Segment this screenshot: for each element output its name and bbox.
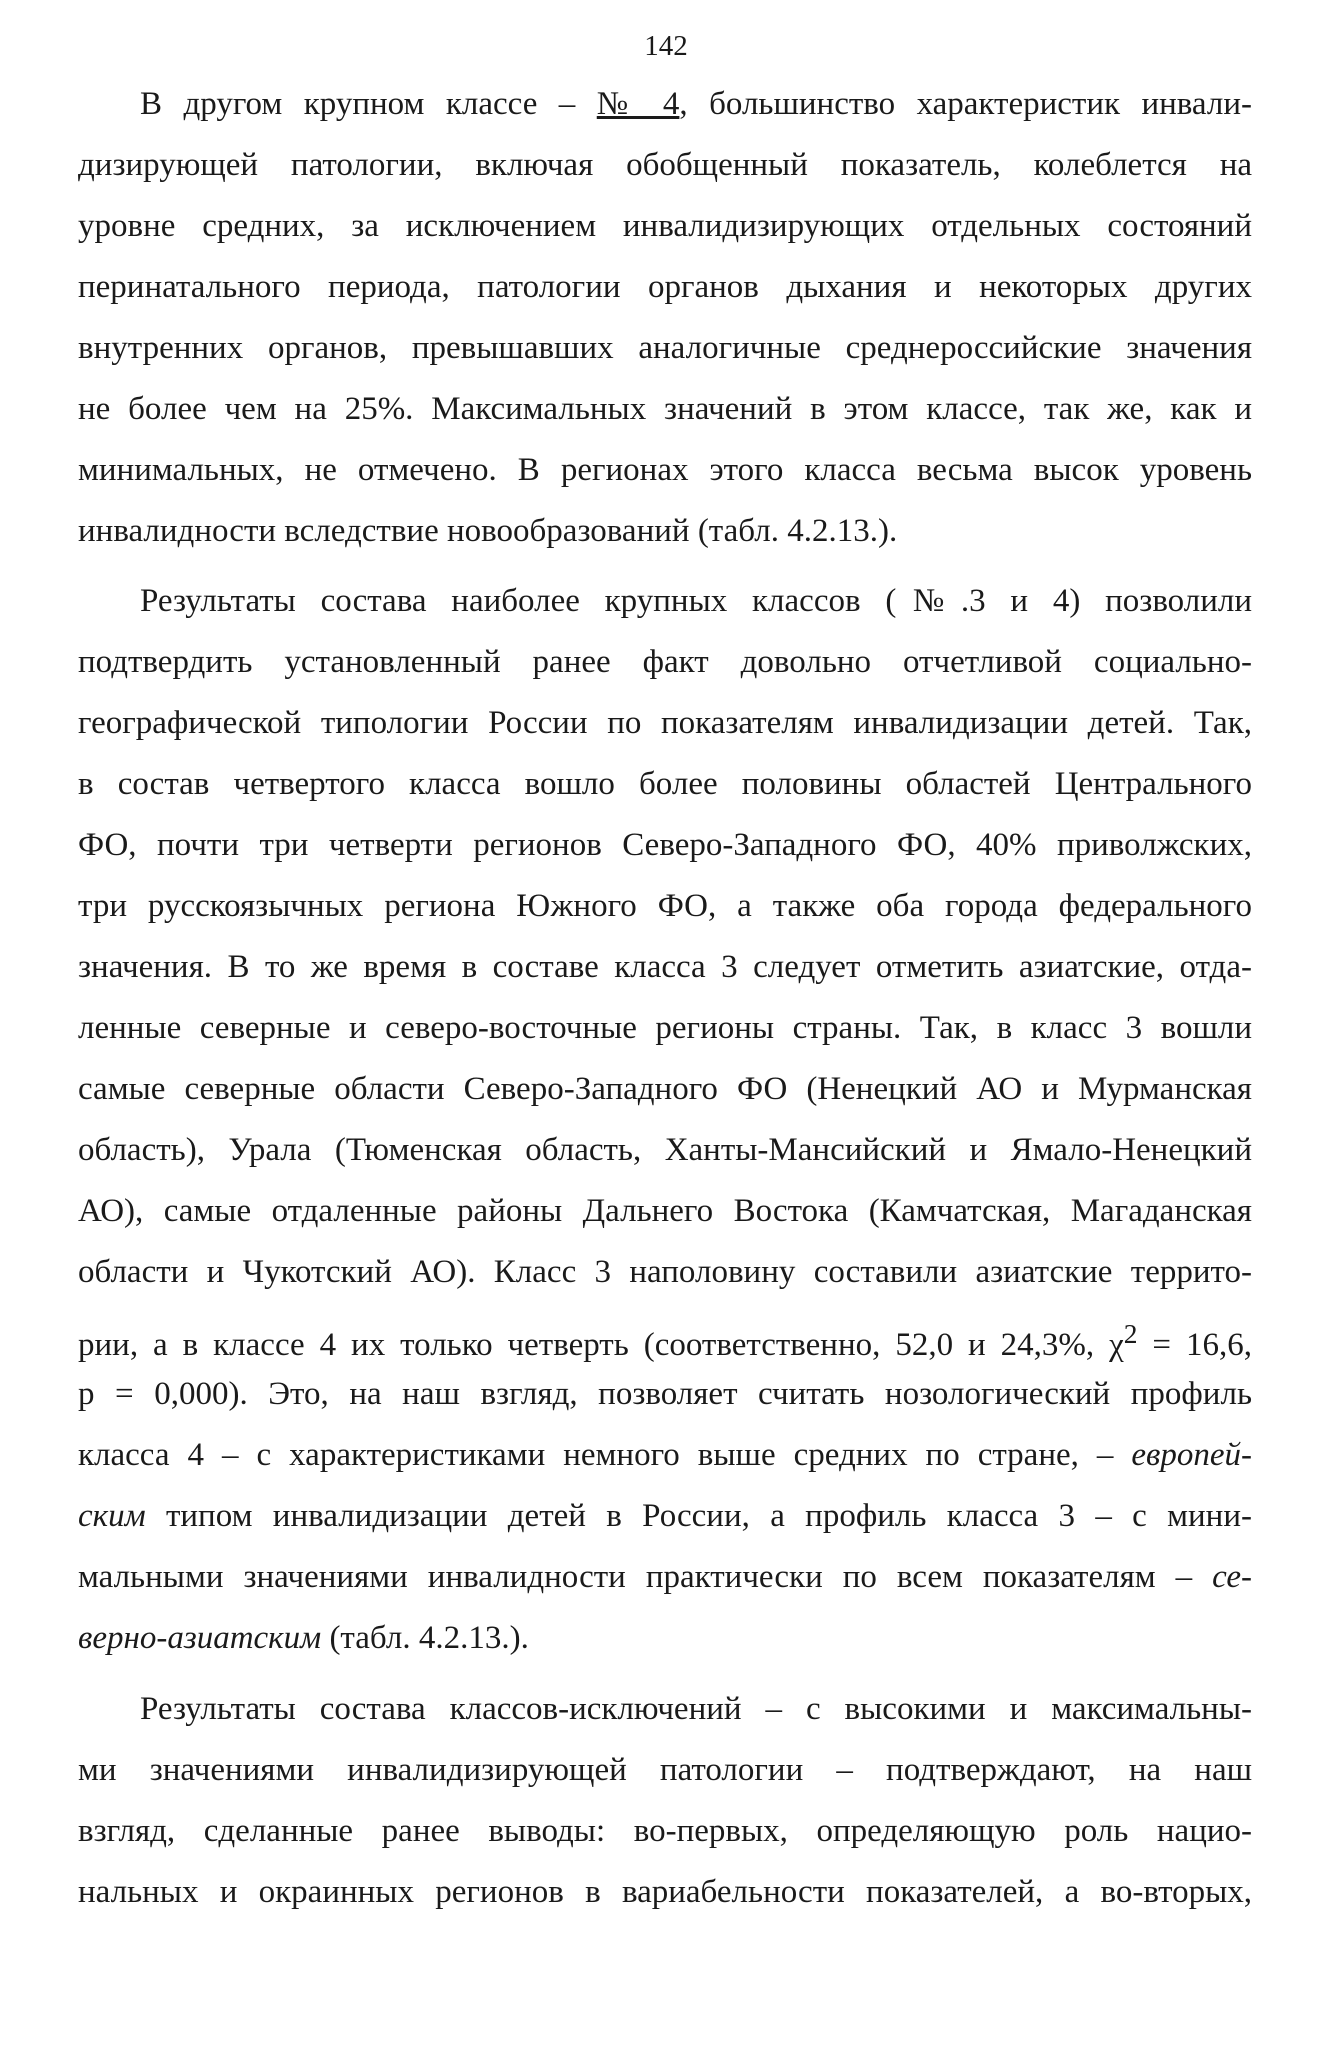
text-line: в состав четвертого класса вошло более половины областей Центрального [78, 766, 1252, 802]
text-line: взгляд, сделанные ранее выводы: во-первых, определяющую роль нацио- [78, 1813, 1252, 1849]
text-line: не более чем на 25%. Максимальных значений в этом классе, так же, как и [78, 391, 1252, 427]
emphasis-term: европей- [1131, 1437, 1252, 1473]
text-segment: = 16,6, [1137, 1327, 1252, 1363]
text-line: Результаты состава наиболее крупных классов (№.3 и 4) позволили [140, 583, 1252, 619]
text-segment: рии, а в классе 4 их только четверть (соответственно, 52,0 и 24,3%, χ [78, 1327, 1124, 1363]
text-line: географической типологии России по показателям инвалидизации детей. Так, [78, 705, 1252, 741]
paragraph-1 [78, 74, 1252, 562]
text-segment: , большинство характеристик инвали- [679, 86, 1252, 122]
text-line: области и Чукотский АО). Класс 3 наполовину составили азиатские террито- [78, 1254, 1252, 1290]
text-line: значения. В то же время в составе класса 3 следует отметить азиатские, отда- [78, 949, 1252, 985]
page-number: 142 [644, 30, 688, 62]
text-line: уровне средних, за исключением инвалидизирующих отдельных состояний [78, 208, 1252, 244]
text-segment: мальными значениями инвалидности практически по всем показателям – [78, 1559, 1213, 1595]
text-line [78, 1303, 1252, 1364]
class-number-underlined: № 4 [596, 86, 680, 122]
text-line: внутренних органов, превышавших аналогичные среднероссийские значения [78, 330, 1252, 366]
text-line: самые северные области Северо-Западного ФО (Ненецкий АО и Мурманская [78, 1071, 1252, 1107]
text-line: ленные северные и северо-восточные регионы страны. Так, в класс 3 вошли [78, 1010, 1252, 1046]
chi-square-superscript: 2 [1123, 1318, 1138, 1349]
emphasis-term: се- [1212, 1559, 1252, 1595]
text-line: p = 0,000). Это, на наш взгляд, позволяет считать нозологический профиль [78, 1376, 1252, 1412]
text-line: инвалидности вследствие новообразований (табл. 4.2.13.). [78, 513, 898, 549]
text-line: минимальных, не отмечено. В регионах этого класса весьма высок уровень [78, 452, 1252, 488]
emphasis-term: верно-азиатским [78, 1620, 322, 1656]
text-line: дизирующей патологии, включая обобщенный показатель, колеблется на [78, 147, 1252, 183]
text-line: перинатального периода, патологии органов дыхания и некоторых других [78, 269, 1252, 305]
text-line [78, 74, 1252, 135]
text-line: АО), самые отдаленные районы Дальнего Востока (Камчатская, Магаданская [78, 1193, 1252, 1229]
text-line [78, 1547, 1252, 1608]
paragraph-3 [78, 1679, 1252, 1923]
text-segment: класса 4 – с характеристиками немного выше средних по стране, – [78, 1437, 1132, 1473]
text-line [78, 1608, 1252, 1669]
text-line: область), Урала (Тюменская область, Ханты-Мансийский и Ямало-Ненецкий [78, 1132, 1252, 1168]
text-line: ФО, почти три четверти регионов Северо-Западного ФО, 40% приволжских, [78, 827, 1252, 863]
paragraph-2 [78, 571, 1252, 1669]
text-line [78, 1425, 1252, 1486]
emphasis-term: ским [78, 1498, 146, 1534]
text-line: подтвердить установленный ранее факт довольно отчетливой социально- [78, 644, 1252, 680]
text-segment: типом инвалидизации детей в России, а профиль класса 3 – с мини- [145, 1498, 1252, 1534]
text-line: три русскоязычных региона Южного ФО, а также оба города федерального [78, 888, 1252, 924]
text-line [78, 1486, 1252, 1547]
text-segment: (табл. 4.2.13.). [321, 1620, 529, 1656]
text-segment: В другом крупном классе – [140, 86, 597, 122]
text-line: нальных и окраинных регионов в вариабельности показателей, а во-вторых, [78, 1874, 1252, 1910]
text-line: Результаты состава классов-исключений – с высокими и максимальны- [140, 1691, 1252, 1727]
text-line: ми значениями инвалидизирующей патологии – подтверждают, на наш [78, 1752, 1252, 1788]
